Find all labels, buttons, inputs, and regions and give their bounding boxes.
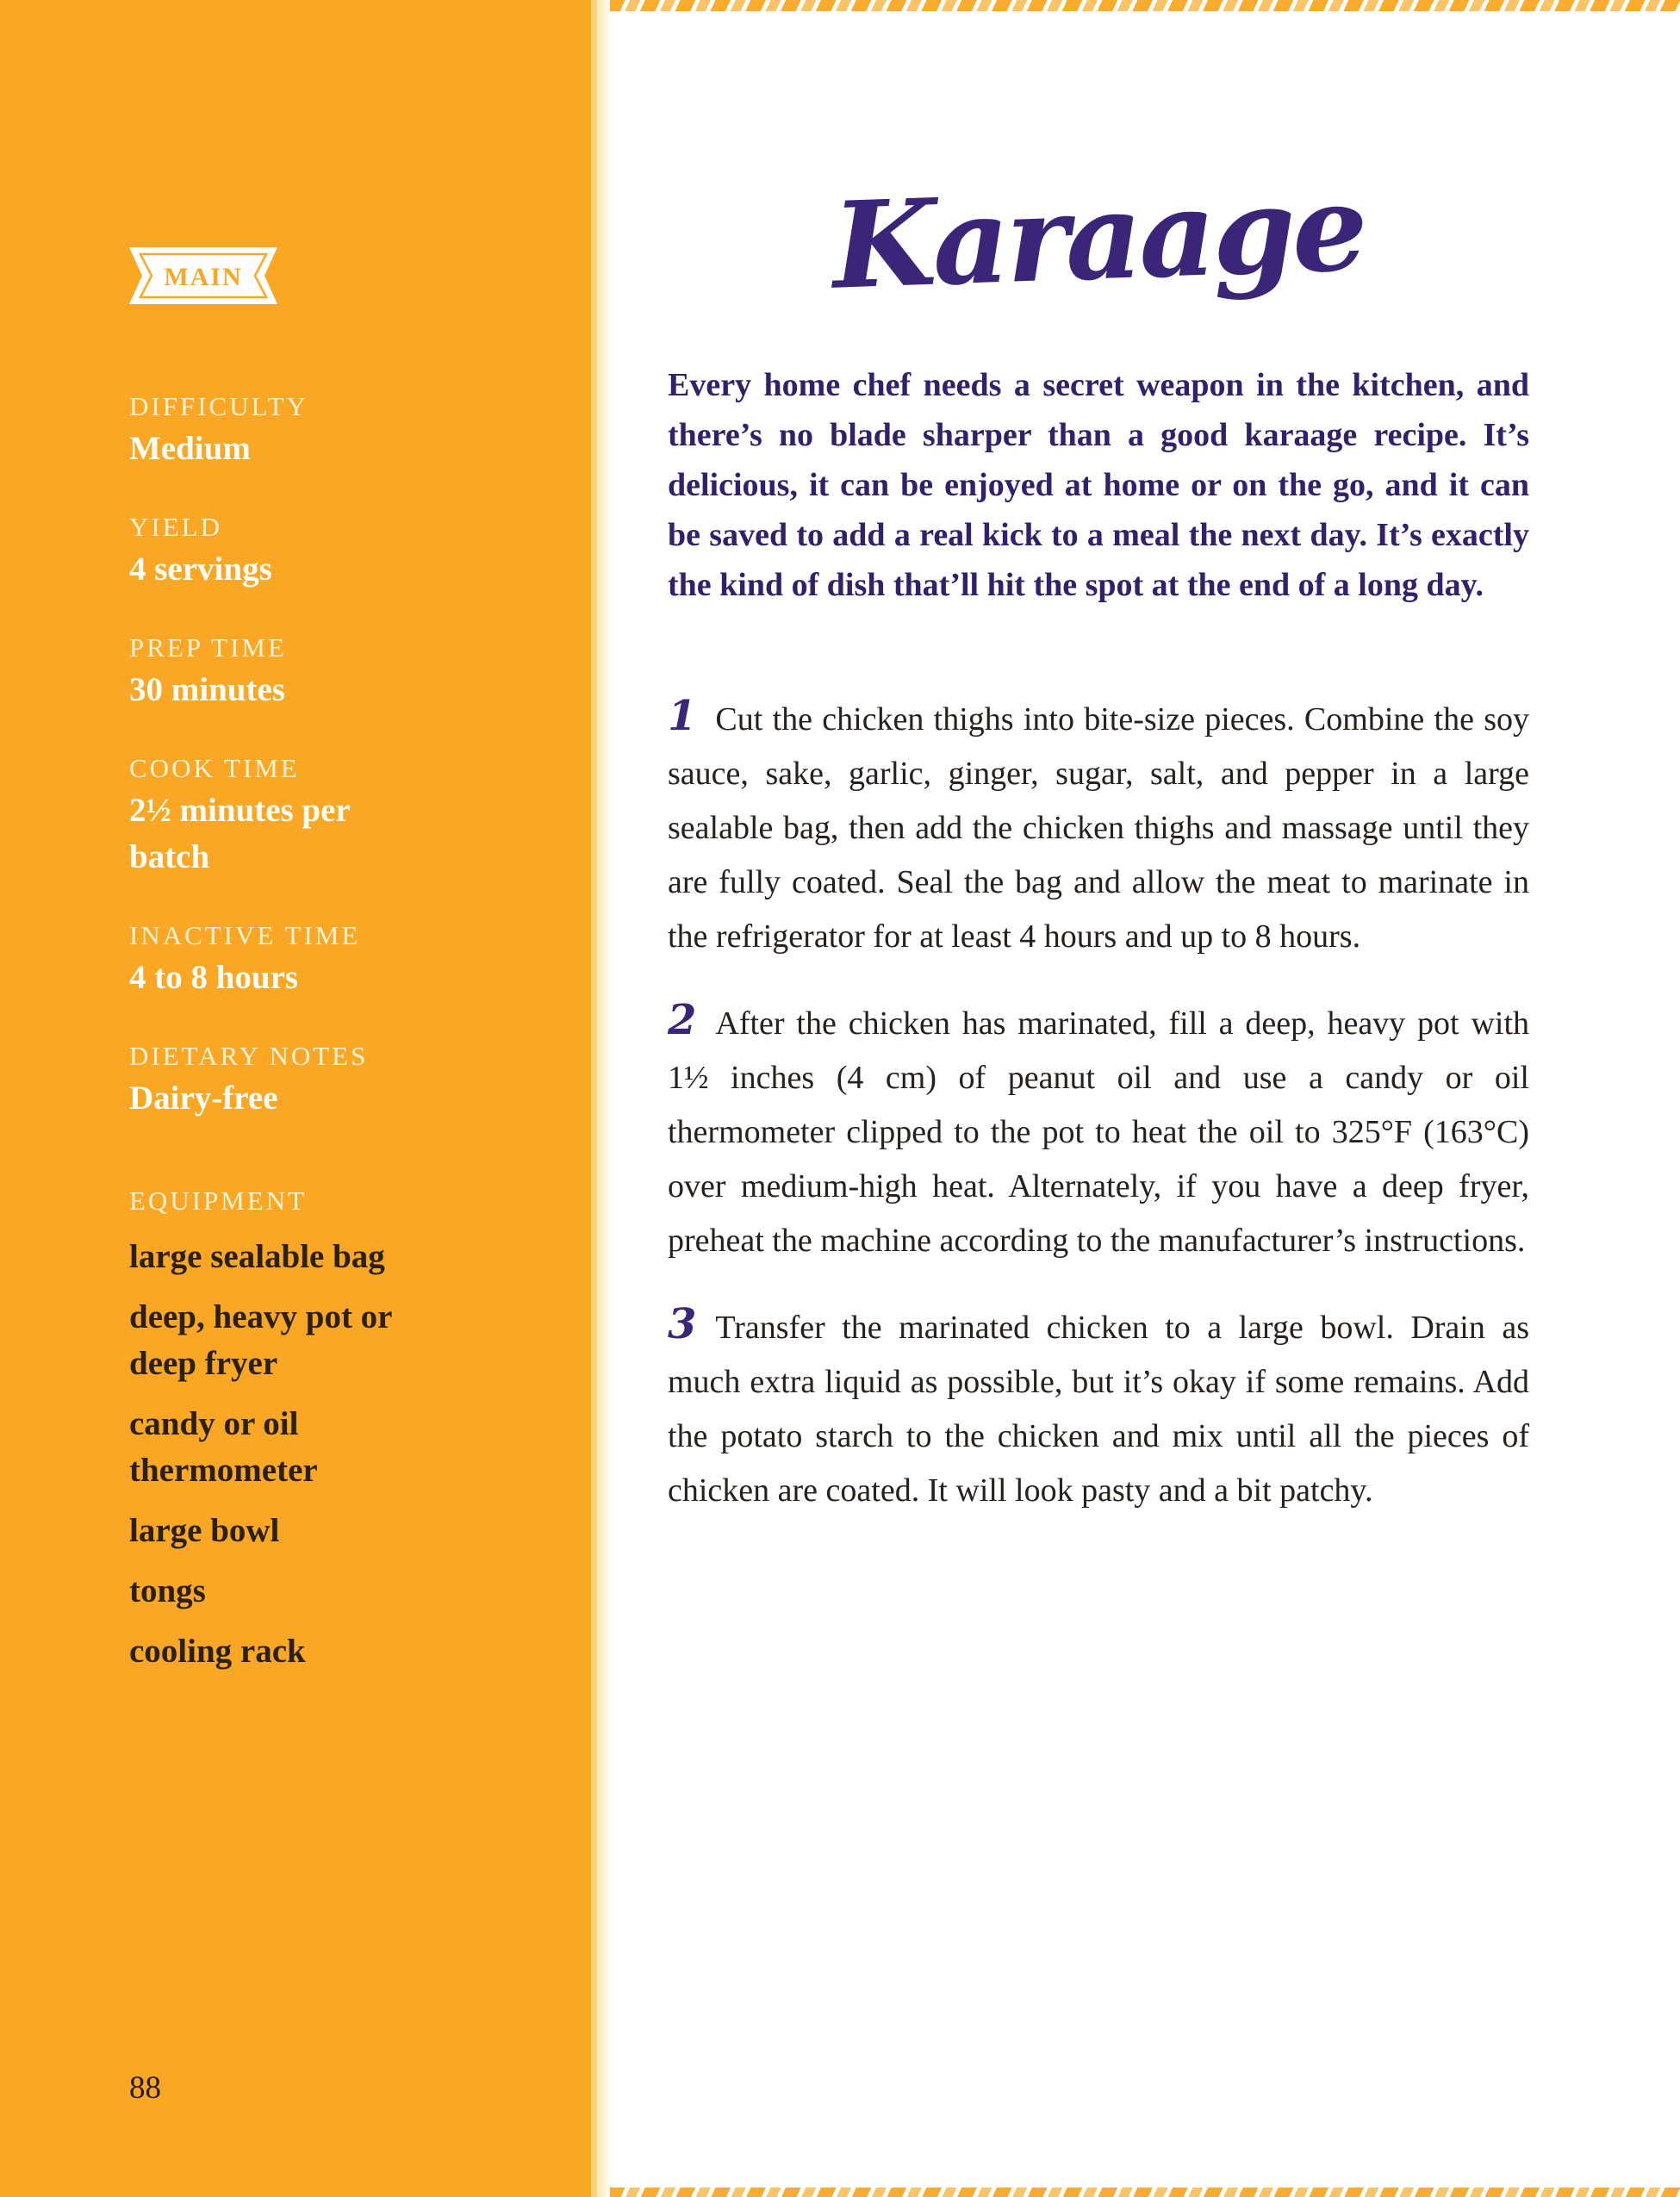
stat-value: Medium bbox=[129, 430, 251, 467]
stat-label: INACTIVE TIME bbox=[129, 920, 361, 950]
equipment-item: cooling rack bbox=[129, 1633, 306, 1670]
recipe-sidebar bbox=[129, 389, 517, 1689]
recipe-content bbox=[668, 0, 1529, 1547]
equipment-item: large sealable bag bbox=[129, 1238, 385, 1275]
step-1-text: Cut the chicken thighs into bite-size pieces. Combine the soy sauce, sake, garlic, ginger, sugar, salt, and pepper in a large sealable bag, then add the chicken thighs and massage until they are fully coated. Seal the bag and allow the meat to marinate in the refrigerator for at least 4 hours and up to 8 hours. bbox=[668, 701, 1529, 955]
step-3-text: Transfer the marinated chicken to a large bowl. Drain as much extra liquid as possible, but it’s okay if some remains. Add the potato starch to the chicken and mix until all the pieces of chicken are coated. It will look pasty and a bit patchy. bbox=[668, 1310, 1529, 1509]
stat-label: COOK TIME bbox=[129, 753, 300, 783]
badge-ticket-shape bbox=[129, 247, 277, 304]
stat-cook-time bbox=[129, 751, 517, 881]
step-3 bbox=[668, 1298, 1529, 1518]
stat-value: 2½ minutes per batch bbox=[129, 792, 351, 875]
sidebar-edge-divider bbox=[591, 0, 610, 2197]
step-2-number: 2 bbox=[668, 996, 697, 1044]
equipment-item: tongs bbox=[129, 1572, 206, 1609]
stat-yield bbox=[129, 510, 517, 593]
equipment-section bbox=[129, 1184, 517, 1675]
step-1 bbox=[668, 689, 1529, 964]
stat-inactive-time bbox=[129, 918, 517, 1001]
step-2-text: After the chicken has marinated, fill a deep, heavy pot with 1½ inches (4 cm) of peanut oil and use a candy or oil thermometer clipped to the pot to heat the oil to 325°F (163°C) over medium-high heat. Alternately, if you have a deep fryer, preheat the machine according to the manufacturer’s instructions. bbox=[668, 1005, 1529, 1259]
step-3-number: 3 bbox=[668, 1300, 697, 1348]
page-number: 88 bbox=[129, 2070, 161, 2106]
stat-prep-time bbox=[129, 631, 517, 713]
category-badge bbox=[129, 247, 277, 304]
badge-label: MAIN bbox=[164, 263, 243, 291]
stat-label: DIETARY NOTES bbox=[129, 1041, 369, 1071]
stat-value: 4 to 8 hours bbox=[129, 959, 299, 996]
stat-label: PREP TIME bbox=[129, 632, 287, 663]
step-2 bbox=[668, 993, 1529, 1268]
recipe-intro: Every home chef needs a secret weapon in the kitchen, and there’s no blade sharper than a good karaage recipe. It’s delicious, it can be enjoyed at home or on the go, and it can be saved to add a real kick to a meal the next day. It’s exactly the kind of dish that’ll hit the spot at the end of a long day. bbox=[668, 367, 1529, 603]
stat-dietary-notes bbox=[129, 1039, 517, 1122]
recipe-title: Karaage bbox=[830, 157, 1367, 316]
bottom-border-pattern bbox=[610, 2188, 1680, 2197]
stat-value: 30 minutes bbox=[129, 671, 285, 708]
stat-label: YIELD bbox=[129, 512, 222, 542]
stat-value: 4 servings bbox=[129, 551, 272, 588]
step-1-number: 1 bbox=[668, 692, 697, 740]
equipment-item: deep, heavy pot or deep fryer bbox=[129, 1298, 392, 1382]
equipment-item: candy or oil thermometer bbox=[129, 1405, 318, 1489]
stat-label: DIFFICULTY bbox=[129, 391, 308, 421]
stat-difficulty bbox=[129, 389, 517, 472]
recipe-steps bbox=[668, 689, 1529, 1518]
equipment-label: EQUIPMENT bbox=[129, 1186, 308, 1216]
stat-value: Dairy-free bbox=[129, 1080, 278, 1117]
equipment-item: large bowl bbox=[129, 1512, 280, 1549]
